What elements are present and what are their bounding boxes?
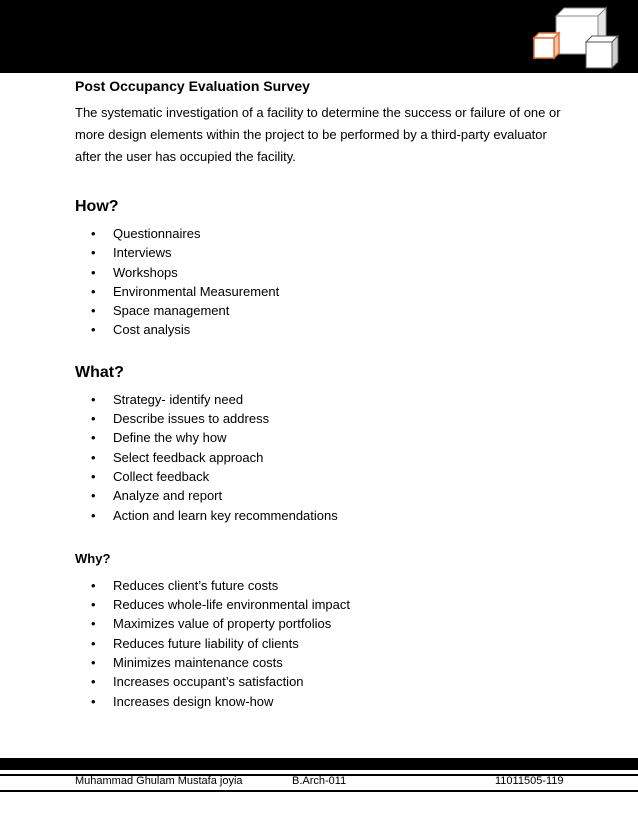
list-item: • Strategy- identify need [75,390,575,409]
footer-program: B.Arch-011 [292,775,347,787]
cubes-logo-icon [518,0,638,73]
list-item: • Define the why how [75,428,575,447]
list-item: • Collect feedback [75,467,575,486]
list-item: • Describe issues to address [75,409,575,428]
list-item: • Select feedback approach [75,448,575,467]
list-item: • Maximizes value of property portfolios [75,614,575,633]
what-list [75,390,575,525]
why-list [75,576,575,711]
footer-rule-bottom [0,790,638,792]
what-heading: What? [75,363,124,381]
list-item: • Environmental Measurement [75,282,575,301]
how-heading: How? [75,198,119,215]
list-item: • Action and learn key recommendations [75,506,575,525]
header-band [0,0,638,73]
document-body [75,78,575,711]
list-item: • Reduces future liability of clients [75,634,575,653]
list-item: • Questionnaires [75,224,575,243]
how-list [75,224,575,340]
footer-author: Muhammad Ghulam Mustafa joyia [75,775,243,787]
document-title: Post Occupancy Evaluation Survey [75,78,310,94]
list-item: • Workshops [75,263,575,282]
list-item: • Reduces client’s future costs [75,576,575,595]
list-item: • Analyze and report [75,486,575,505]
list-item: • Reduces whole-life environmental impact [75,595,575,614]
footer-id: 11011505-119 [495,775,564,787]
list-item: • Cost analysis [75,320,575,339]
footer-rule-thick [0,758,638,770]
list-item: • Increases occupant’s satisfaction [75,672,575,691]
why-heading: Why? [75,550,111,566]
intro-paragraph: The systematic investigation of a facility to determine the success or failure of one or more design elements within the project to be performed by a third-party evaluator after the user has occupied the facility. [75,105,561,164]
list-item: • Minimizes maintenance costs [75,653,575,672]
list-item: • Increases design know-how [75,692,575,711]
list-item: • Space management [75,301,575,320]
list-item: • Interviews [75,243,575,262]
